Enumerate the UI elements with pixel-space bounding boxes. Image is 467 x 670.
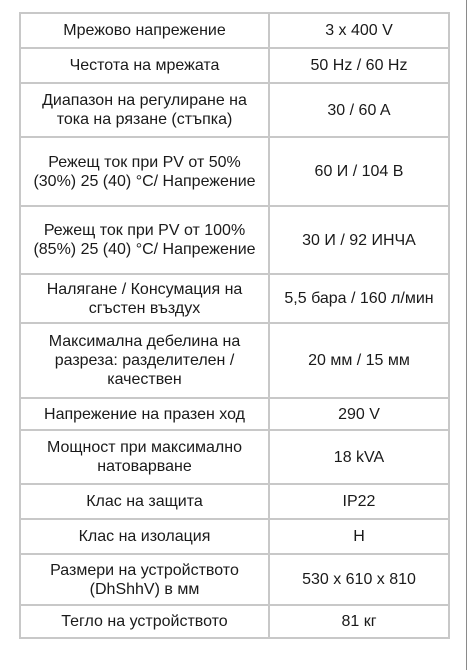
spec-row-device-dimensions bbox=[20, 554, 449, 605]
spec-value: 290 V bbox=[269, 398, 449, 430]
spec-row-air-pressure bbox=[20, 274, 449, 323]
specifications-table bbox=[19, 12, 450, 639]
spec-label: Тегло на устройството bbox=[20, 605, 269, 638]
spec-value: 530 x 610 x 810 bbox=[269, 554, 449, 605]
spec-row-mains-voltage bbox=[20, 13, 449, 48]
spec-row-mains-frequency bbox=[20, 48, 449, 83]
spec-label: Клас на защита bbox=[20, 484, 269, 519]
spec-row-max-cut-thickness bbox=[20, 323, 449, 398]
spec-label: Налягане / Консумация на сгъстен въздух bbox=[20, 274, 269, 323]
spec-value: H bbox=[269, 519, 449, 554]
spec-label: Режещ ток при PV от 100% (85%) 25 (40) °C/ Напрежение bbox=[20, 206, 269, 274]
spec-label: Размери на устройството (DhShhV) в мм bbox=[20, 554, 269, 605]
spec-row-open-circuit-voltage bbox=[20, 398, 449, 430]
spec-label: Клас на изолация bbox=[20, 519, 269, 554]
spec-row-cutting-current-100 bbox=[20, 206, 449, 274]
spec-row-cutting-current-50 bbox=[20, 137, 449, 206]
spec-value: 50 Hz / 60 Hz bbox=[269, 48, 449, 83]
spec-value: 18 kVA bbox=[269, 430, 449, 484]
spec-row-protection-class bbox=[20, 484, 449, 519]
spec-row-current-range bbox=[20, 83, 449, 137]
spec-row-max-load-power bbox=[20, 430, 449, 484]
spec-label: Максимална дебелина на разреза: разделителен / качествен bbox=[20, 323, 269, 398]
spec-label: Напрежение на празен ход bbox=[20, 398, 269, 430]
spec-row-insulation-class bbox=[20, 519, 449, 554]
spec-value: 3 x 400 V bbox=[269, 13, 449, 48]
spec-row-device-weight bbox=[20, 605, 449, 638]
spec-value: 5,5 бара / 160 л/мин bbox=[269, 274, 449, 323]
spec-label: Мощност при максимално натоварване bbox=[20, 430, 269, 484]
spec-label: Честота на мрежата bbox=[20, 48, 269, 83]
spec-value: IP22 bbox=[269, 484, 449, 519]
spec-label: Режещ ток при PV от 50% (30%) 25 (40) °C/ Напрежение bbox=[20, 137, 269, 206]
spec-label: Диапазон на регулиране на тока на рязане (стъпка) bbox=[20, 83, 269, 137]
spec-value: 30 / 60 A bbox=[269, 83, 449, 137]
spec-value: 81 кг bbox=[269, 605, 449, 638]
spec-value: 60 И / 104 В bbox=[269, 137, 449, 206]
spec-value: 20 мм / 15 мм bbox=[269, 323, 449, 398]
spec-label: Мрежово напрежение bbox=[20, 13, 269, 48]
spec-value: 30 И / 92 ИНЧА bbox=[269, 206, 449, 274]
